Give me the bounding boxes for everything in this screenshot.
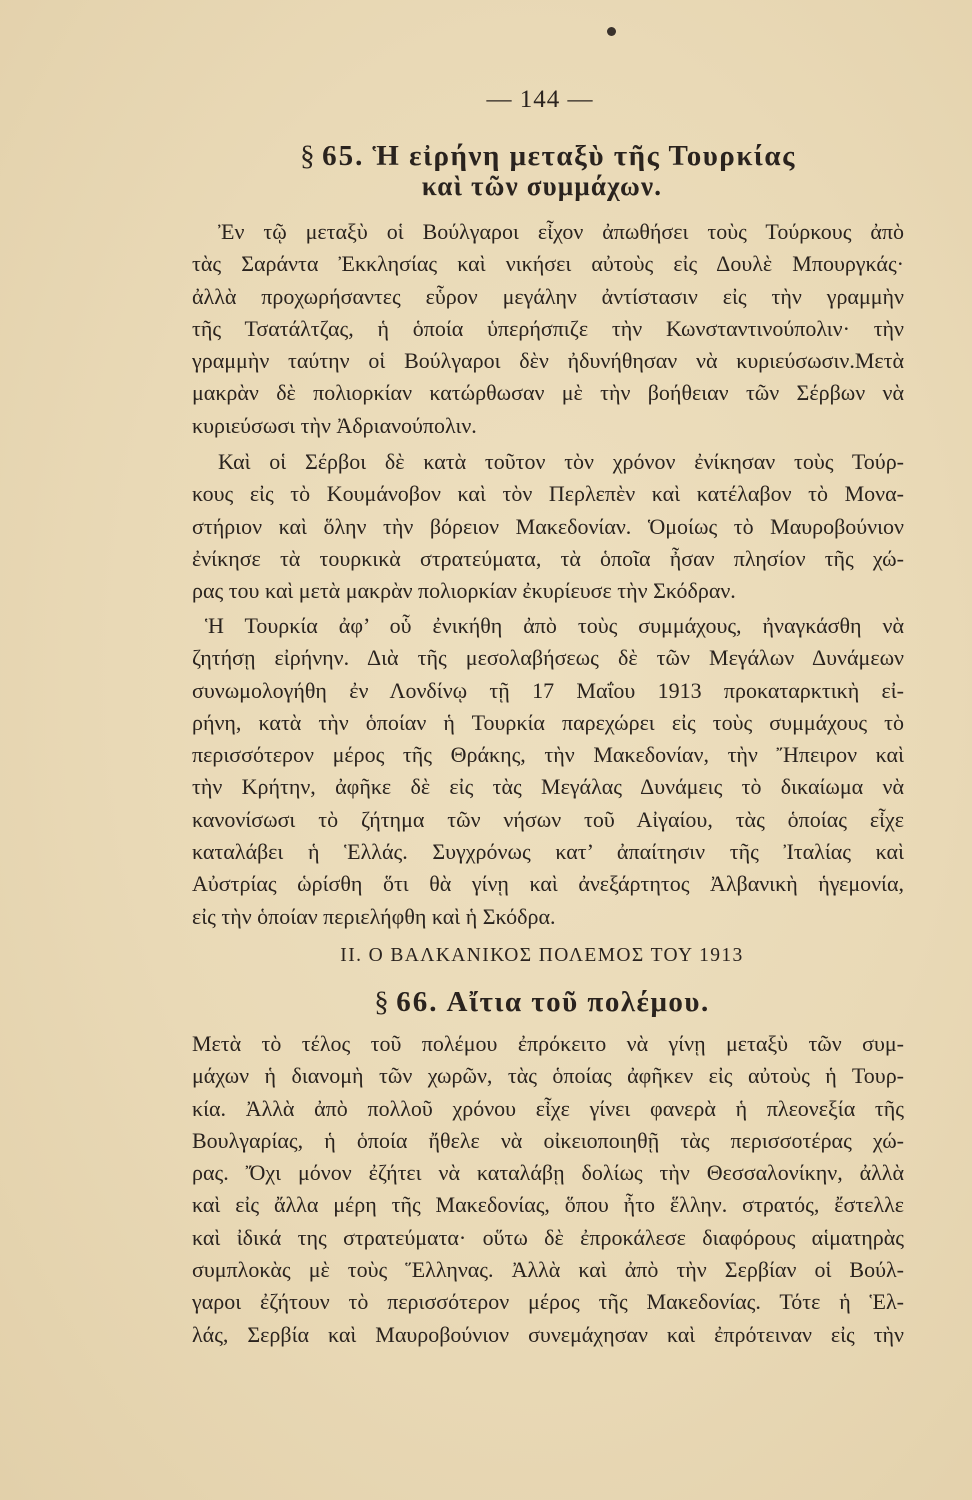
text-line: Αὐστρίας ὡρίσθη ὅτι θὰ γίνῃ καὶ ἀνεξάρτητος Ἀλβανικὴ ἡγεμονία, xyxy=(192,871,904,897)
section-title: Αἴτια τοῦ πολέμου. xyxy=(446,986,710,1018)
text-line: Καὶ οἱ Σέρβοι δὲ κατὰ τοῦτον τὸν χρόνον ἐνίκησαν τοὺς Τούρ- xyxy=(218,449,904,474)
text-line: ζητήσῃ εἰρήνην. Διὰ τῆς μεσολαβήσεως δὲ τῶν Μεγάλων Δυνάμεων xyxy=(192,645,904,671)
text-line: ἐνίκησε τὰ τουρκικὰ στρατεύματα, τὰ ὁποῖα ἦσαν πλησίον τῆς χώ- xyxy=(192,545,904,571)
text-line: τὰς Σαράντα Ἐκκλησίας καὶ νικήσει αὐτοὺς εἰς Δουλὲ Μπουργκάς· xyxy=(192,251,904,277)
section-number: 65. xyxy=(322,140,365,172)
section-mark: § xyxy=(374,986,391,1018)
text-line: Μετὰ τὸ τέλος τοῦ πολέμου ἐπρόκειτο νὰ γίνῃ μεταξὺ τῶν συμ- xyxy=(192,1031,904,1056)
text-line: καταλάβει ἡ Ἑλλάς. Συγχρόνως κατ’ ἀπαίτησιν τῆς Ἰταλίας καὶ xyxy=(192,839,904,865)
text-line: γαροι ἐζήτουν τὸ περισσότερον μέρος τῆς Μακεδονίας. Τότε ἡ Ἑλ- xyxy=(192,1289,904,1315)
text-line: μακρὰν δὲ πολιορκίαν κατώρθωσαν μὲ τὴν βοήθειαν τῶν Σέρβων νὰ xyxy=(192,380,904,406)
text-line: Ἡ Τουρκία ἀφ’ οὗ ἐνικήθη ἀπὸ τοὺς συμμάχους, ἠναγκάσθη νὰ xyxy=(205,613,904,638)
section-heading-65-line2: καὶ τῶν συμμάχων. xyxy=(421,171,663,201)
text-line: Βουλγαρίας, ἡ ὁποία ἤθελε νὰ οἰκειοποιηθῇ τὰς περισσοτέρας χώ- xyxy=(192,1127,904,1153)
section-heading-66 xyxy=(186,985,898,1019)
section-mark: § xyxy=(300,140,317,172)
text-line: ἀλλὰ προχωρήσαντες εὗρον μεγάλην ἀντίστασιν εἰς τὴν γραμμὴν xyxy=(192,283,904,309)
text-line: ρήνη, κατὰ τὴν ὁποίαν ἡ Τουρκία παρεχώρει εἰς τοὺς συμμάχους τὸ xyxy=(192,709,904,735)
text-line: περισσότερον μέρος τῆς Θράκης, τὴν Μακεδονίαν, τὴν Ἤπειρον καὶ xyxy=(192,742,904,768)
text-line: κους εἰς τὸ Κουμάνοβον καὶ τὸν Περλεπὲν καὶ κατέλαβον τὸ Μονα- xyxy=(192,481,904,507)
section-number: 66. xyxy=(396,986,439,1018)
text-line: στήριον καὶ ὅλην τὴν βόρειον Μακεδονίαν. Ὁμοίως τὸ Μαυροβούνιον xyxy=(192,513,904,539)
text-line: ρας του καὶ μετὰ μακρὰν πολιορκίαν ἐκυρίευσε τὴν Σκόδραν. xyxy=(192,578,736,604)
text-line: γραμμὴν ταύτην οἱ Βούλγαροι δὲν ἠδυνήθησαν νὰ κυριεύσωσιν.Μετὰ xyxy=(192,348,904,374)
text-line: τῆς Τσατάλτζας, ἡ ὁποία ὑπερήσπιζε τὴν Κωνσταντινούπολιν· τὴν xyxy=(192,315,904,341)
section-heading-65 xyxy=(192,139,904,173)
text-line: κυριεύσωσι τὴν Ἀδριανούπολιν. xyxy=(192,412,477,438)
text-line: καὶ ἰδικά της στρατεύματα· οὕτω δὲ ἐπροκάλεσε διαφόρους αἱματηρὰς xyxy=(192,1224,904,1250)
paragraph xyxy=(192,610,904,933)
paragraph xyxy=(192,1028,904,1351)
text-line: Ἐν τῷ μεταξὺ οἱ Βούλγαροι εἶχον ἀπωθήσει τοὺς Τούρκους ἀπὸ xyxy=(218,219,904,244)
text-line: συμπλοκὰς μὲ τοὺς Ἕλληνας. Ἀλλὰ καὶ ἀπὸ τὴν Σερβίαν οἱ Βούλ- xyxy=(192,1257,904,1283)
text-line: ρας. Ὄχι μόνον ἐζήτει νὰ καταλάβῃ δολίως τὴν Θεσσαλονίκην, ἀλλὰ xyxy=(192,1160,904,1186)
text-line: συνωμολογήθη ἐν Λονδίνῳ τῇ 17 Μαΐου 1913 προκαταρκτικὴ εἰ- xyxy=(192,677,904,703)
text-line: λάς, Σερβία καὶ Μαυροβούνιον συνεμάχησαν καὶ ἐπρότειναν εἰς τὴν xyxy=(192,1321,904,1347)
page-number: — 144 — xyxy=(486,86,594,113)
text-line: καὶ εἰς ἄλλα μέρη τῆς Μακεδονίας, ὅπου ἦτο ἕλλην. στρατός, ἔστελλε xyxy=(192,1192,904,1218)
paragraph xyxy=(192,446,904,607)
section-title: Ἡ εἰρήνη μεταξὺ τῆς Τουρκίας xyxy=(372,140,796,172)
text-line: κία. Ἀλλὰ ἀπὸ πολλοῦ χρόνου εἶχε γίνει φανερὰ ἡ πλεονεξία τῆς xyxy=(192,1095,904,1121)
paragraph xyxy=(192,216,904,442)
text-line: τὴν Κρήτην, ἀφῆκε δὲ εἰς τὰς Μεγάλας Δυνάμεις τὸ δικαίωμα νὰ xyxy=(192,774,904,800)
text-line: εἰς τὴν ὁποίαν περιελήφθη καὶ ἡ Σκόδρα. xyxy=(192,903,556,929)
text-line: κανονίσωσι τὸ ζήτημα τῶν νήσων τοῦ Αἰγαίου, τὰς ὁποίας εἶχε xyxy=(192,806,904,832)
text-line: μάχων ἡ διανομὴ τῶν χωρῶν, τὰς ὁποίας ἀφῆκεν εἰς αὐτοὺς ἡ Τουρ- xyxy=(192,1063,904,1089)
chapter-title: ΙΙ. Ο ΒΑΛΚΑΝΙΚΟΣ ΠΟΛΕΜΟΣ ΤΟΥ 1913 xyxy=(340,945,744,966)
ink-spot xyxy=(607,27,616,36)
